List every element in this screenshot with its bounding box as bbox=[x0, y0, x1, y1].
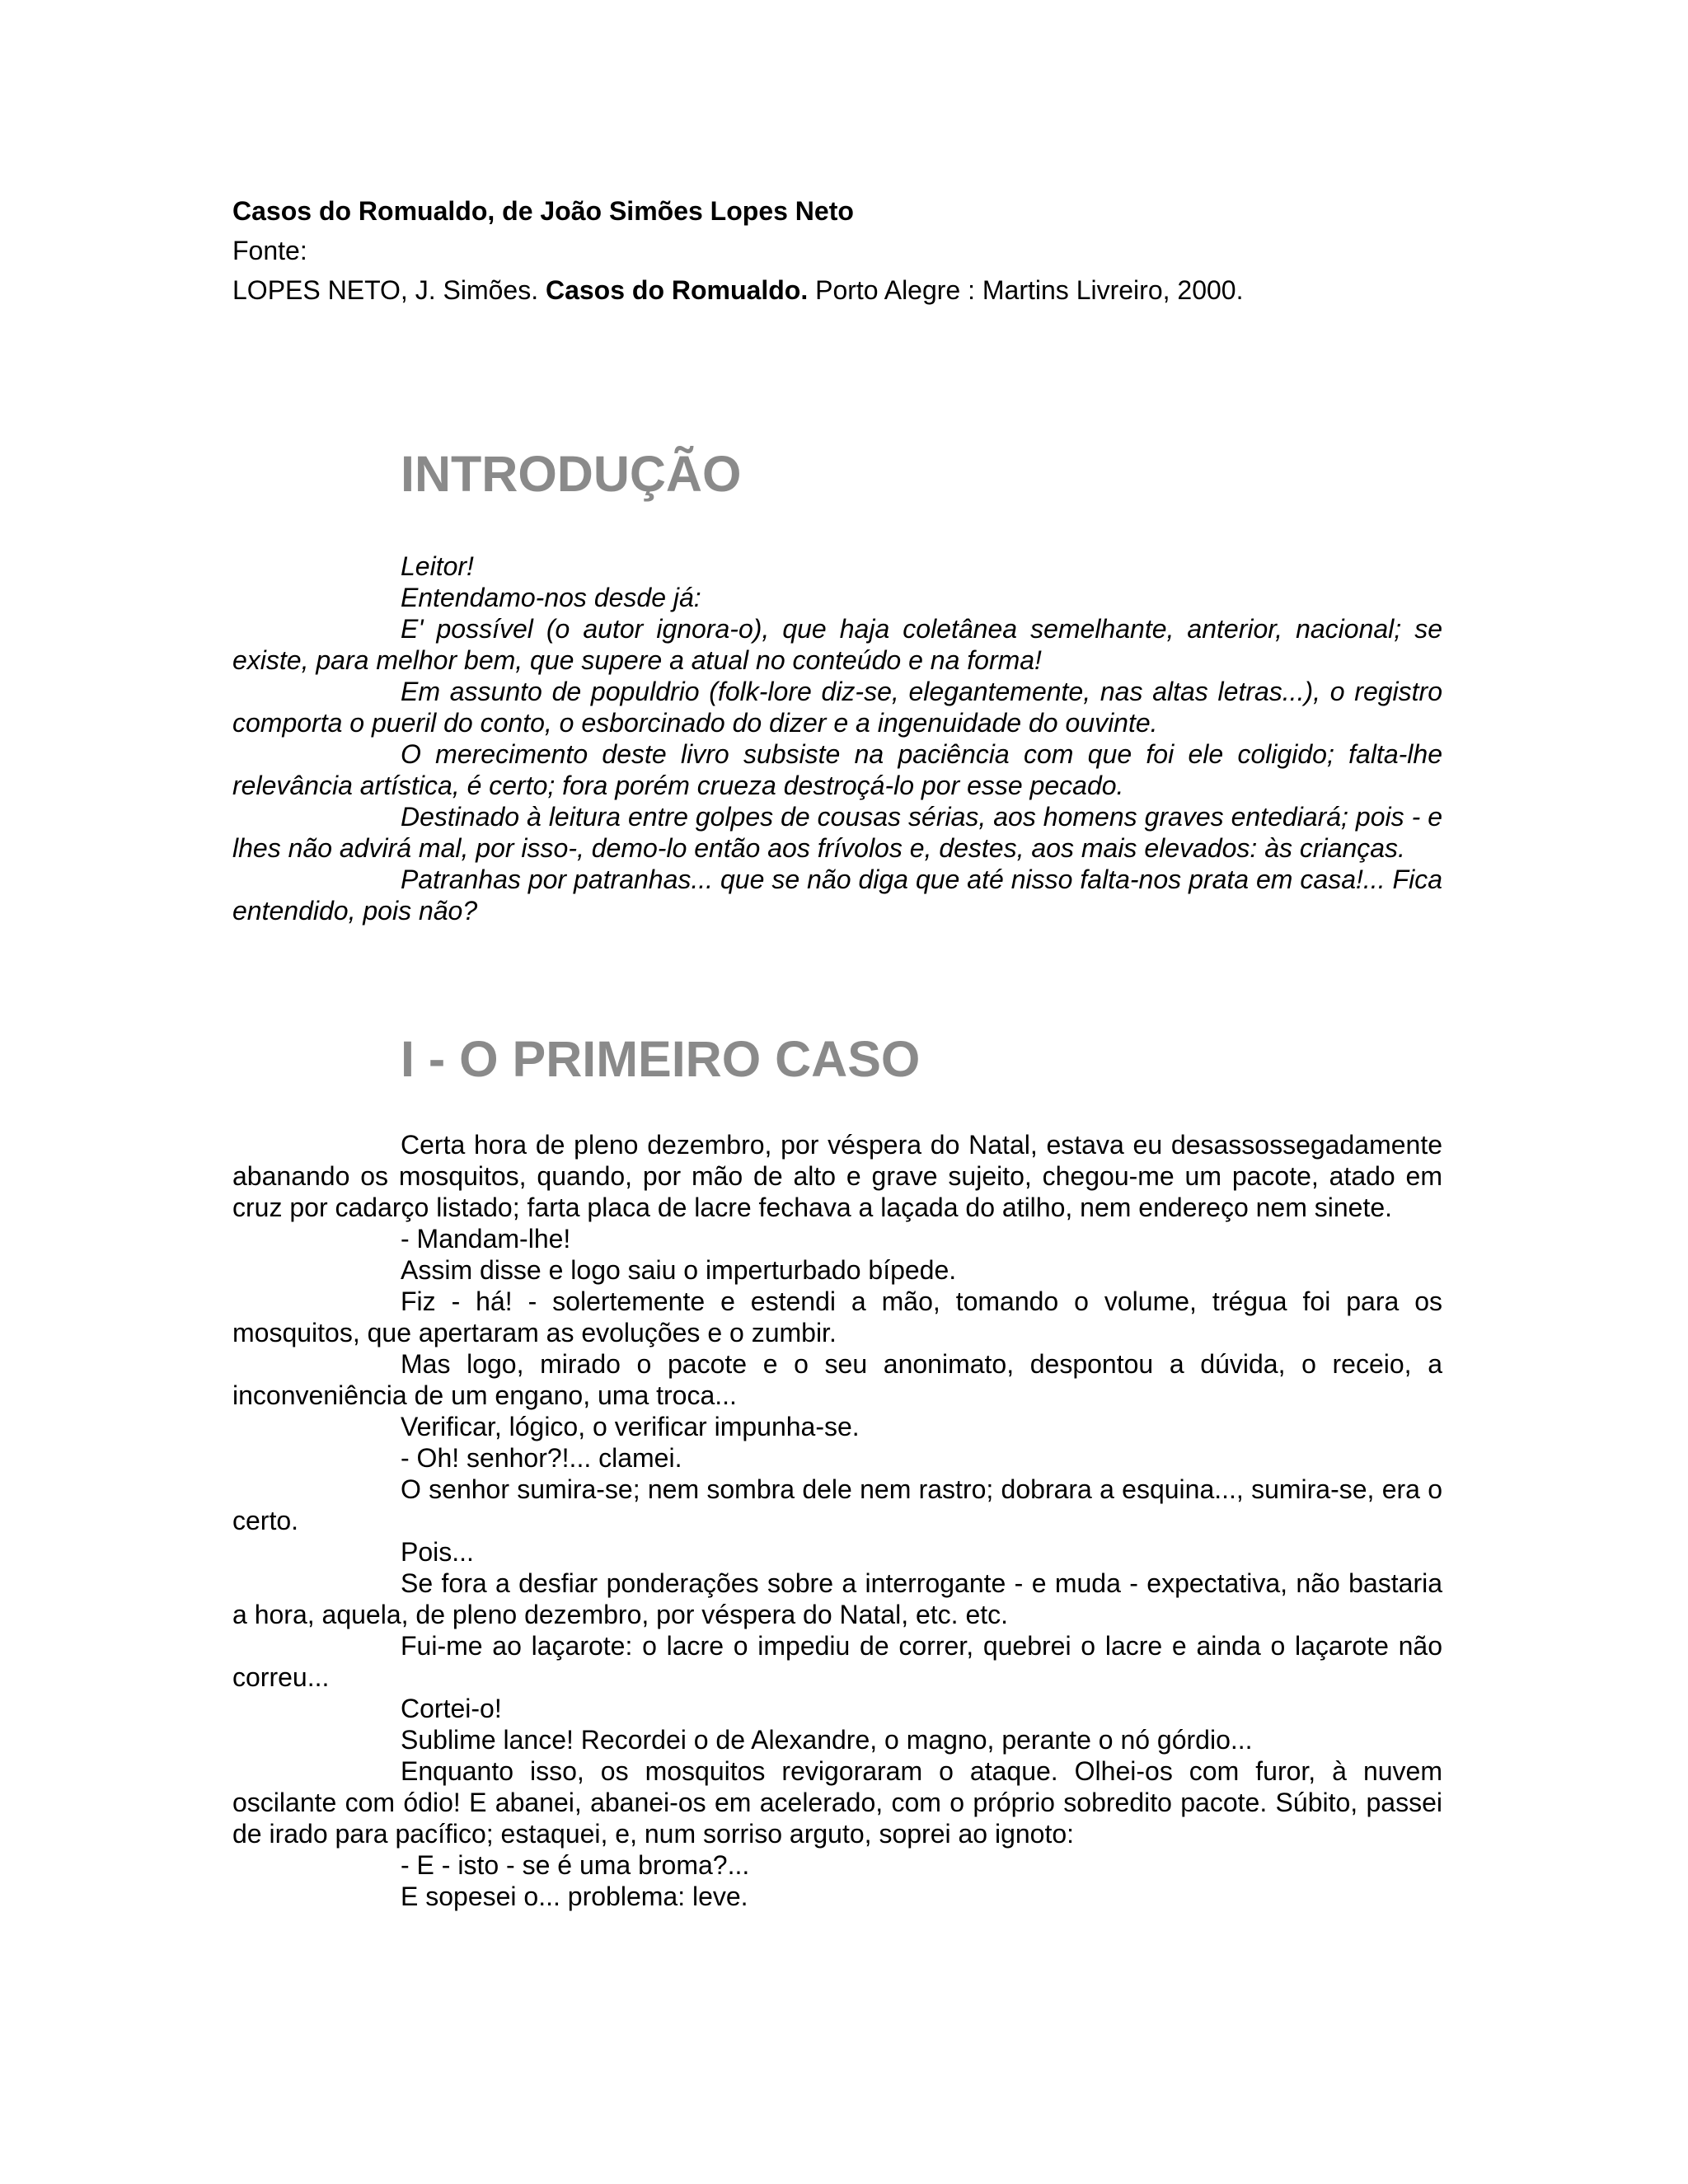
chapter-paragraph: Certa hora de pleno dezembro, por véspera do Natal, estava eu desassossegadamente abanando os mosquitos, quando, por mão de alto e grave sujeito, chegou-me um pacote, atado em cruz por cadarço listado; farta placa de lacre fechava a laçada do atilho, nem endereço nem sinete. bbox=[232, 1130, 1442, 1222]
source-label: Fonte: bbox=[232, 236, 307, 265]
introduction-heading: INTRODUÇÃO bbox=[401, 446, 742, 502]
document-header bbox=[232, 191, 1442, 310]
chapter-paragraph: Sublime lance! Recordei o de Alexandre, o magno, perante o nó górdio... bbox=[401, 1725, 1253, 1755]
document-title: Casos do Romualdo, de João Simões Lopes Neto bbox=[232, 196, 854, 226]
chapter-paragraph: Se fora a desfiar ponderações sobre a interrogante - e muda - expectativa, não bastaria a hora, aquela, de pleno dezembro, por véspera do Natal, etc. etc. bbox=[232, 1568, 1442, 1629]
citation bbox=[232, 270, 1442, 310]
chapter-paragraph: Cortei-o! bbox=[401, 1694, 502, 1723]
intro-paragraph: Patranhas por patranhas... que se não diga que até nisso falta-nos prata em casa!... Fica entendido, pois não? bbox=[232, 865, 1442, 926]
chapter-paragraph: Assim disse e logo saiu o imperturbado bípede. bbox=[401, 1255, 957, 1285]
intro-paragraph: O merecimento deste livro subsiste na paciência com que foi ele coligido; falta-lhe relevância artística, é certo; fora porém crueza destroçá-lo por esse pecado. bbox=[232, 739, 1442, 800]
chapter-paragraph: Fiz - há! - solertemente e estendi a mão, tomando o volume, trégua foi para os mosquitos, que apertaram as evoluções e o zumbir. bbox=[232, 1286, 1442, 1347]
citation-publisher: Porto Alegre : Martins Livreiro, 2000. bbox=[808, 275, 1244, 305]
chapter-paragraph: Mas logo, mirado o pacote e o seu anonimato, despontou a dúvida, o receio, a inconveniência de um engano, uma troca... bbox=[232, 1349, 1442, 1410]
intro-paragraph: Em assunto de populdrio (folk-lore diz-se, elegantemente, nas altas letras...), o registro comporta o pueril do conto, o esborcinado do dizer e a ingenuidade do ouvinte. bbox=[232, 677, 1442, 738]
chapter-heading: I - O PRIMEIRO CASO bbox=[401, 1031, 921, 1087]
citation-author: LOPES NETO, J. Simões. bbox=[232, 275, 546, 305]
chapter-paragraph: - Oh! senhor?!... clamei. bbox=[401, 1443, 682, 1473]
chapter-paragraph: Verificar, lógico, o verificar impunha-se. bbox=[401, 1412, 860, 1441]
chapter-paragraph: - Mandam-lhe! bbox=[401, 1224, 571, 1254]
intro-paragraph: Destinado à leitura entre golpes de cousas sérias, aos homens graves entediará; pois - e lhes não advirá mal, por isso-, demo-lo então aos frívolos e, destes, aos mais elevados: às crianças. bbox=[232, 802, 1442, 863]
intro-paragraph: Entendamo-nos desde já: bbox=[401, 583, 701, 612]
chapter-paragraph: O senhor sumira-se; nem sombra dele nem rastro; dobrara a esquina..., sumira-se, era o certo. bbox=[232, 1474, 1442, 1535]
chapter-paragraph: E sopesei o... problema: leve. bbox=[401, 1882, 748, 1911]
chapter-paragraph: Pois... bbox=[401, 1537, 474, 1567]
intro-paragraph: Leitor! bbox=[401, 551, 474, 581]
chapter-paragraph: Fui-me ao laçarote: o lacre o impediu de correr, quebrei o lacre e ainda o laçarote não correu... bbox=[232, 1631, 1442, 1692]
document-title-line bbox=[232, 191, 1442, 231]
chapter-body bbox=[232, 1129, 1442, 1912]
citation-book-title: Casos do Romualdo. bbox=[545, 275, 809, 305]
chapter-paragraph: Enquanto isso, os mosquitos revigoraram o ataque. Olhei-os com furor, à nuvem oscilante com ódio! E abanei, abanei-os em acelerado, com o próprio sobredito pacote. Súbito, passei de irado para pacífico; estaquei, e, num sorriso arguto, soprei ao ignoto: bbox=[232, 1756, 1442, 1849]
intro-paragraph: E' possível (o autor ignora-o), que haja coletânea semelhante, anterior, nacional; se existe, para melhor bem, que supere a atual no conteúdo e na forma! bbox=[232, 614, 1442, 675]
chapter-paragraph: - E - isto - se é uma broma?... bbox=[401, 1850, 750, 1880]
introduction-body bbox=[232, 551, 1442, 926]
